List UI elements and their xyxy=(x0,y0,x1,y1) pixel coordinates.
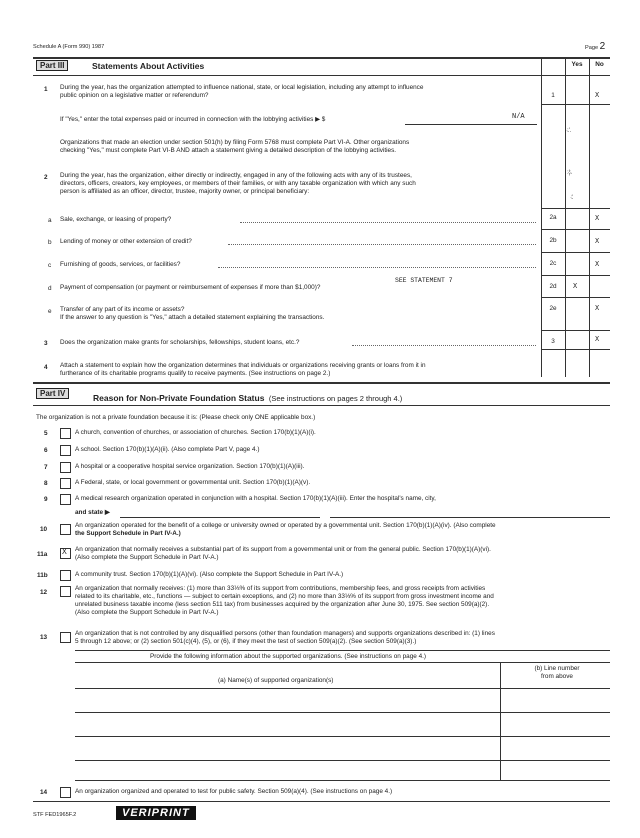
q2a-text: Sale, exchange, or leasing of property? xyxy=(60,216,172,223)
q3-number: 3 xyxy=(44,340,48,347)
part3-title: Statements About Activities xyxy=(92,61,205,71)
item8-text: A Federal, state, or local government or governmental unit. Section 170(b)(1)(A)(v). xyxy=(75,479,311,486)
table-row xyxy=(75,736,610,737)
item5-number: 5 xyxy=(44,430,48,437)
item10-checkbox[interactable] xyxy=(60,524,71,535)
q2a-line-ref: 2a xyxy=(549,214,557,221)
table-row xyxy=(75,712,610,713)
q1-note-line2: checking "Yes," must complete Part VI-B AND attach a statement giving a detailed description of the lobbying activities. xyxy=(60,147,397,154)
q2e-answer-no: X xyxy=(595,305,600,313)
item11a-number: 11a xyxy=(37,551,48,558)
item14-text: An organization organized and operated to test for public safety. Section 509(a)(4). (See instructions on page 4.) xyxy=(75,788,393,795)
q1-text-line2: public opinion on a legislative matter or referendum? xyxy=(60,92,209,99)
col-a-header: (a) Name(s) of supported organization(s) xyxy=(218,677,334,684)
col-b-header-line1: (b) Line number xyxy=(534,665,580,672)
item6-number: 6 xyxy=(44,447,48,454)
item13-provide-text: Provide the following information about the supported organizations. (See instructions on page 4.) xyxy=(150,653,427,660)
q1-line-ref: 1 xyxy=(551,92,555,99)
item10-text xyxy=(75,522,610,538)
q2e-text xyxy=(60,306,538,322)
item9-state-label: and state ▶ xyxy=(75,509,110,516)
item12-text-line3: unrelated business taxable income (less section 511 tax) from businesses acquired by the organization after June 30, 1975. See section 509(a)(2). xyxy=(75,601,490,608)
scan-noise: ·:'. xyxy=(570,195,573,201)
item9-number: 9 xyxy=(44,496,48,503)
item11b-text: A community trust. Section 170(b)(1)(A)(vi). (Also complete the Support Schedule in Part IV-A.) xyxy=(75,571,344,578)
item6-text: A school. Section 170(b)(1)(A)(ii). (Also complete Part V, page 4.) xyxy=(75,446,260,453)
table-row xyxy=(75,780,610,781)
q3-text: Does the organization make grants for scholarships, fellowships, student loans, etc.? xyxy=(60,339,300,346)
page-label-text: Page xyxy=(585,45,599,51)
item13-text-line2: 5 through 12 above; or (2) section 501(c)(4), (5), or (6), if they meet the test of section 509(a)(2). (See section 509(a)(3).) xyxy=(75,638,417,645)
item11a-text xyxy=(75,546,610,562)
veriprint-logo: VERIPRINT xyxy=(116,806,196,820)
col-no-header: No xyxy=(595,61,604,68)
q2-text-line1: During the year, has the organization, either directly or indirectly, engaged in any of the following acts with any of its trustees, xyxy=(60,172,412,179)
item9-checkbox[interactable] xyxy=(60,494,71,505)
table-row xyxy=(75,760,610,761)
q2a-answer-no: X xyxy=(595,215,600,223)
q2b-letter: b xyxy=(48,239,52,246)
q2e-line-ref: 2e xyxy=(549,305,557,312)
col-b-header-line2: from above xyxy=(541,673,573,680)
page-number: 2 xyxy=(599,41,606,52)
item11a-text-line1: An organization that normally receives a substantial part of its support from a governmental unit or from the general public. Section 170(b)(1)(A)(vi). xyxy=(75,546,491,553)
q2-text-line3: person is affiliated as an officer, director, trustee, majority owner, or principal beneficiary: xyxy=(60,188,310,195)
item12-number: 12 xyxy=(40,589,48,596)
q2e-text-line2: If the answer to any question is "Yes," attach a detailed statement explaining the transactions. xyxy=(60,314,325,321)
col-b-header xyxy=(512,665,602,681)
item11b-checkbox[interactable] xyxy=(60,570,71,581)
q2-text-line2: directors, officers, creators, key employees, or members of their families, or with any taxable organization with which any such xyxy=(60,180,416,187)
q2e-text-line1: Transfer of any part of its income or assets? xyxy=(60,306,185,313)
q2b-answer-no: X xyxy=(595,238,600,246)
item8-checkbox[interactable] xyxy=(60,478,71,489)
q2d-answer-yes: X xyxy=(573,283,578,291)
q2c-text: Furnishing of goods, services, or facilities? xyxy=(60,261,181,268)
q2d-letter: d xyxy=(48,285,52,292)
q2d-line-ref: 2d xyxy=(549,283,557,290)
q4-text xyxy=(60,362,600,378)
item7-text: A hospital or a cooperative hospital service organization. Section 170(b)(1)(A)(iii). xyxy=(75,463,305,470)
item11a-text-line2: (Also complete the Support Schedule in Part IV-A.) xyxy=(75,554,219,561)
q1-amount-text: If "Yes," enter the total expenses paid or incurred in connection with the lobbying activities ▶ $ xyxy=(60,116,326,123)
q1-note xyxy=(60,139,538,155)
q2b-text: Lending of money or other extension of credit? xyxy=(60,238,192,245)
footer-code: STF FED1965F.2 xyxy=(33,812,77,818)
q1-text xyxy=(60,84,538,100)
form-header-title: Schedule A (Form 990) 1987 xyxy=(33,44,105,50)
item5-text: A church, convention of churches, or association of churches. Section 170(b)(1)(A)(i). xyxy=(75,429,316,436)
item6-checkbox[interactable] xyxy=(60,445,71,456)
item11b-number: 11b xyxy=(37,572,48,579)
item12-checkbox[interactable] xyxy=(60,586,71,597)
item12-text xyxy=(75,585,610,617)
q2a-letter: a xyxy=(48,217,52,224)
page-label xyxy=(585,43,605,52)
part3-label: Part III xyxy=(36,60,68,71)
item13-text xyxy=(75,630,610,646)
item10-text-line1: An organization operated for the benefit of a college or university owned or operated by a governmental unit. Section 170(b)(1)(A)(iv). (Also complete xyxy=(75,522,496,529)
scan-noise: :·¦:·. xyxy=(567,170,572,176)
scan-noise: ·:. ' . xyxy=(566,128,571,134)
part4-title: Reason for Non-Private Foundation Status xyxy=(93,393,265,403)
item7-checkbox[interactable] xyxy=(60,462,71,473)
part4-title-row xyxy=(93,388,402,406)
item14-number: 14 xyxy=(40,789,48,796)
q4-number: 4 xyxy=(44,364,48,371)
q2e-letter: e xyxy=(48,308,52,315)
item12-text-line4: (Also complete the Support Schedule in Part IV-A.) xyxy=(75,609,219,616)
part4-label: Part IV xyxy=(36,388,69,399)
part4-intro: The organization is not a private foundation because it is: (Please check only ONE applicable box.) xyxy=(36,414,316,421)
item14-checkbox[interactable] xyxy=(60,787,71,798)
q4-text-line2: furtherance of its charitable programs qualify to receive payments. (See instructions on page 2.) xyxy=(60,370,331,377)
q2b-line-ref: 2b xyxy=(549,237,557,244)
item13-checkbox[interactable] xyxy=(60,632,71,643)
item9-text: A medical research organization operated in conjunction with a hospital. Section 170(b)(1)(A)(iii). Enter the hospital's name, city, xyxy=(75,495,436,502)
col-yes-header: Yes xyxy=(571,61,583,68)
q1-note-line1: Organizations that made an election under section 501(h) by filing Form 5768 must complete Part VI-A. Other organizations xyxy=(60,139,410,146)
q3-answer-no: X xyxy=(595,336,600,344)
q1-answer-no: X xyxy=(595,92,600,100)
q2-number: 2 xyxy=(44,174,48,181)
item10-text-line2: the Support Schedule in Part IV-A.) xyxy=(75,530,181,537)
q2c-letter: c xyxy=(48,262,52,269)
q2c-line-ref: 2c xyxy=(549,260,557,267)
part4-title-suffix: (See instructions on pages 2 through 4.) xyxy=(268,394,403,403)
item5-checkbox[interactable] xyxy=(60,428,71,439)
q1-text-line1: During the year, has the organization attempted to influence national, state, or local legislation, including any attempt to influence xyxy=(60,84,424,91)
item12-text-line2: related to its charitable, etc., functions — subject to certain exceptions, and (2) no more than 33⅓% of its support from gross investment income and xyxy=(75,593,494,600)
item8-number: 8 xyxy=(44,480,48,487)
q2d-statement-ref: SEE STATEMENT 7 xyxy=(395,277,453,284)
item13-number: 13 xyxy=(40,634,48,641)
item11a-checkbox[interactable] xyxy=(60,548,71,559)
q1-number: 1 xyxy=(44,86,48,93)
q1-amount-value: N/A xyxy=(512,113,525,121)
item10-number: 10 xyxy=(40,526,48,533)
q2d-text: Payment of compensation (or payment or reimbursement of expenses if more than $1,000)? xyxy=(60,284,321,291)
q4-text-line1: Attach a statement to explain how the organization determines that individuals or organizations receiving grants or loans from it in xyxy=(60,362,426,369)
q2-text xyxy=(60,172,538,196)
item13-text-line1: An organization that is not controlled by any disqualified persons (other than foundation managers) and supports organizations described in: (1) lines xyxy=(75,630,495,637)
item12-text-line1: An organization that normally receives: (1) more than 33⅓% of its support from contributions, membership fees, and gross receipts from activities xyxy=(75,585,486,592)
q3-line-ref: 3 xyxy=(551,338,555,345)
item7-number: 7 xyxy=(44,464,48,471)
q2c-answer-no: X xyxy=(595,261,600,269)
item11a-check-mark: X xyxy=(62,548,67,557)
